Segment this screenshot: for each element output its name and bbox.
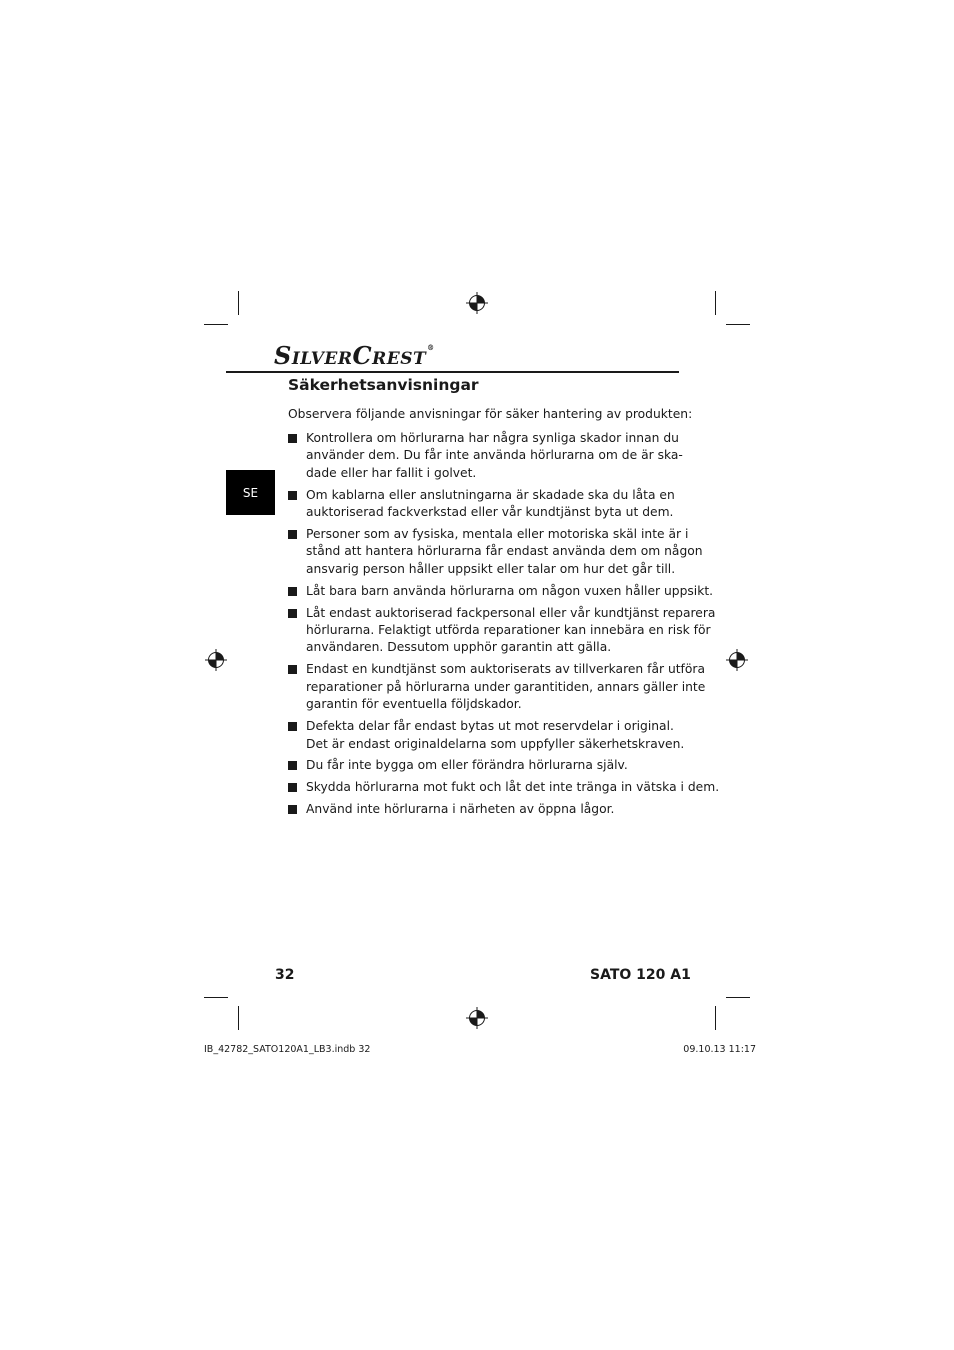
- list-item-line: Använd inte hörlurarna i närheten av öppna lågor.: [306, 802, 615, 817]
- crop-mark: [715, 1006, 716, 1030]
- list-item: [288, 526, 703, 578]
- bullet-square-icon: [288, 722, 297, 731]
- list-item: [288, 661, 706, 713]
- list-item-line: använder dem. Du får inte använda hörlurarna om de är ska-: [306, 448, 683, 463]
- bullet-square-icon: [288, 491, 297, 500]
- bullet-square-icon: [288, 805, 297, 814]
- list-item: [288, 605, 716, 657]
- crop-mark: [726, 997, 750, 998]
- list-item-line: Personer som av fysiska, mentala eller motoriska skäl inte är i: [306, 527, 689, 542]
- list-item-line: Låt bara barn använda hörlurarna om någon vuxen håller uppsikt.: [306, 583, 714, 598]
- bullet-square-icon: [288, 530, 297, 539]
- list-item: [288, 757, 680, 774]
- file-slug: IB_42782_SATO120A1_LB3.indb 32: [204, 1044, 371, 1055]
- bullet-square-icon: [288, 665, 297, 674]
- list-item-line: Endast en kundtjänst som auktoriserats av tillverkaren får utföra: [306, 662, 706, 677]
- crop-mark: [238, 1006, 239, 1030]
- list-item: [288, 583, 714, 600]
- intro-text: Observera följande anvisningar för säker hantering av produkten:: [288, 407, 693, 421]
- list-item-line: reparationer på hörlurarna under garantitiden, annars gäller inte: [306, 679, 706, 694]
- list-item-line: Skydda hörlurarna mot fukt och låt det inte tränga in vätska i dem.: [306, 780, 720, 795]
- registration-mark-icon: [466, 292, 488, 314]
- list-item-line: hörlurarna. Felaktigt utförda reparationer kan innebära en risk för: [306, 623, 711, 638]
- list-item-line: Kontrollera om hörlurarna har några synliga skador innan du: [306, 431, 679, 445]
- list-item: [288, 779, 720, 796]
- date-slug: 09.10.13 11:17: [683, 1044, 756, 1055]
- registration-mark-icon: [726, 649, 748, 671]
- list-item-line: Defekta delar får endast bytas ut mot reservdelar i original.: [306, 719, 674, 734]
- crop-mark: [204, 997, 228, 998]
- list-item: [288, 430, 683, 482]
- list-item-line: ansvarig person håller uppsikt eller talar om hur det går till.: [306, 561, 676, 576]
- brand-logo: SILVERCREST®: [274, 341, 435, 370]
- bullet-square-icon: [288, 587, 297, 596]
- safety-list: [288, 430, 720, 823]
- bullet-square-icon: [288, 434, 297, 443]
- section-heading: Säkerhetsanvisningar: [288, 376, 479, 394]
- language-tab: SE: [226, 470, 275, 515]
- crop-mark: [726, 324, 750, 325]
- list-item-line: Om kablarna eller anslutningarna är skadade ska du låta en: [306, 487, 675, 502]
- list-item: [288, 718, 685, 753]
- list-item: [288, 487, 680, 522]
- registration-mark-icon: [205, 649, 227, 671]
- model-name: SATO 120 A1: [590, 967, 691, 983]
- crop-mark: [238, 291, 239, 315]
- list-item-line: användaren. Dessutom upphör garantin att gälla.: [306, 640, 612, 655]
- header-rule: [226, 371, 679, 373]
- crop-mark: [204, 324, 228, 325]
- list-item-line: Du får inte bygga om eller förändra hörlurarna själv.: [306, 758, 628, 773]
- crop-mark: [715, 291, 716, 315]
- bullet-square-icon: [288, 609, 297, 618]
- list-item-line: auktoriserad fackverkstad eller vår kundtjänst byta ut dem.: [306, 505, 674, 520]
- bullet-square-icon: [288, 783, 297, 792]
- bullet-square-icon: [288, 761, 297, 770]
- list-item-line: dade eller har fallit i golvet.: [306, 465, 477, 480]
- list-item-line: Det är endast originaldelarna som uppfyller säkerhetskraven.: [306, 736, 685, 751]
- list-item-line: stånd att hantera hörlurarna får endast använda dem om någon: [306, 544, 703, 559]
- list-item: [288, 801, 680, 818]
- registration-mark-icon: [466, 1007, 488, 1029]
- list-item-line: Låt endast auktoriserad fackpersonal eller vår kundtjänst reparera: [306, 605, 716, 620]
- list-item-line: garantin för eventuella följdskador.: [306, 697, 522, 712]
- page-number: 32: [275, 967, 295, 983]
